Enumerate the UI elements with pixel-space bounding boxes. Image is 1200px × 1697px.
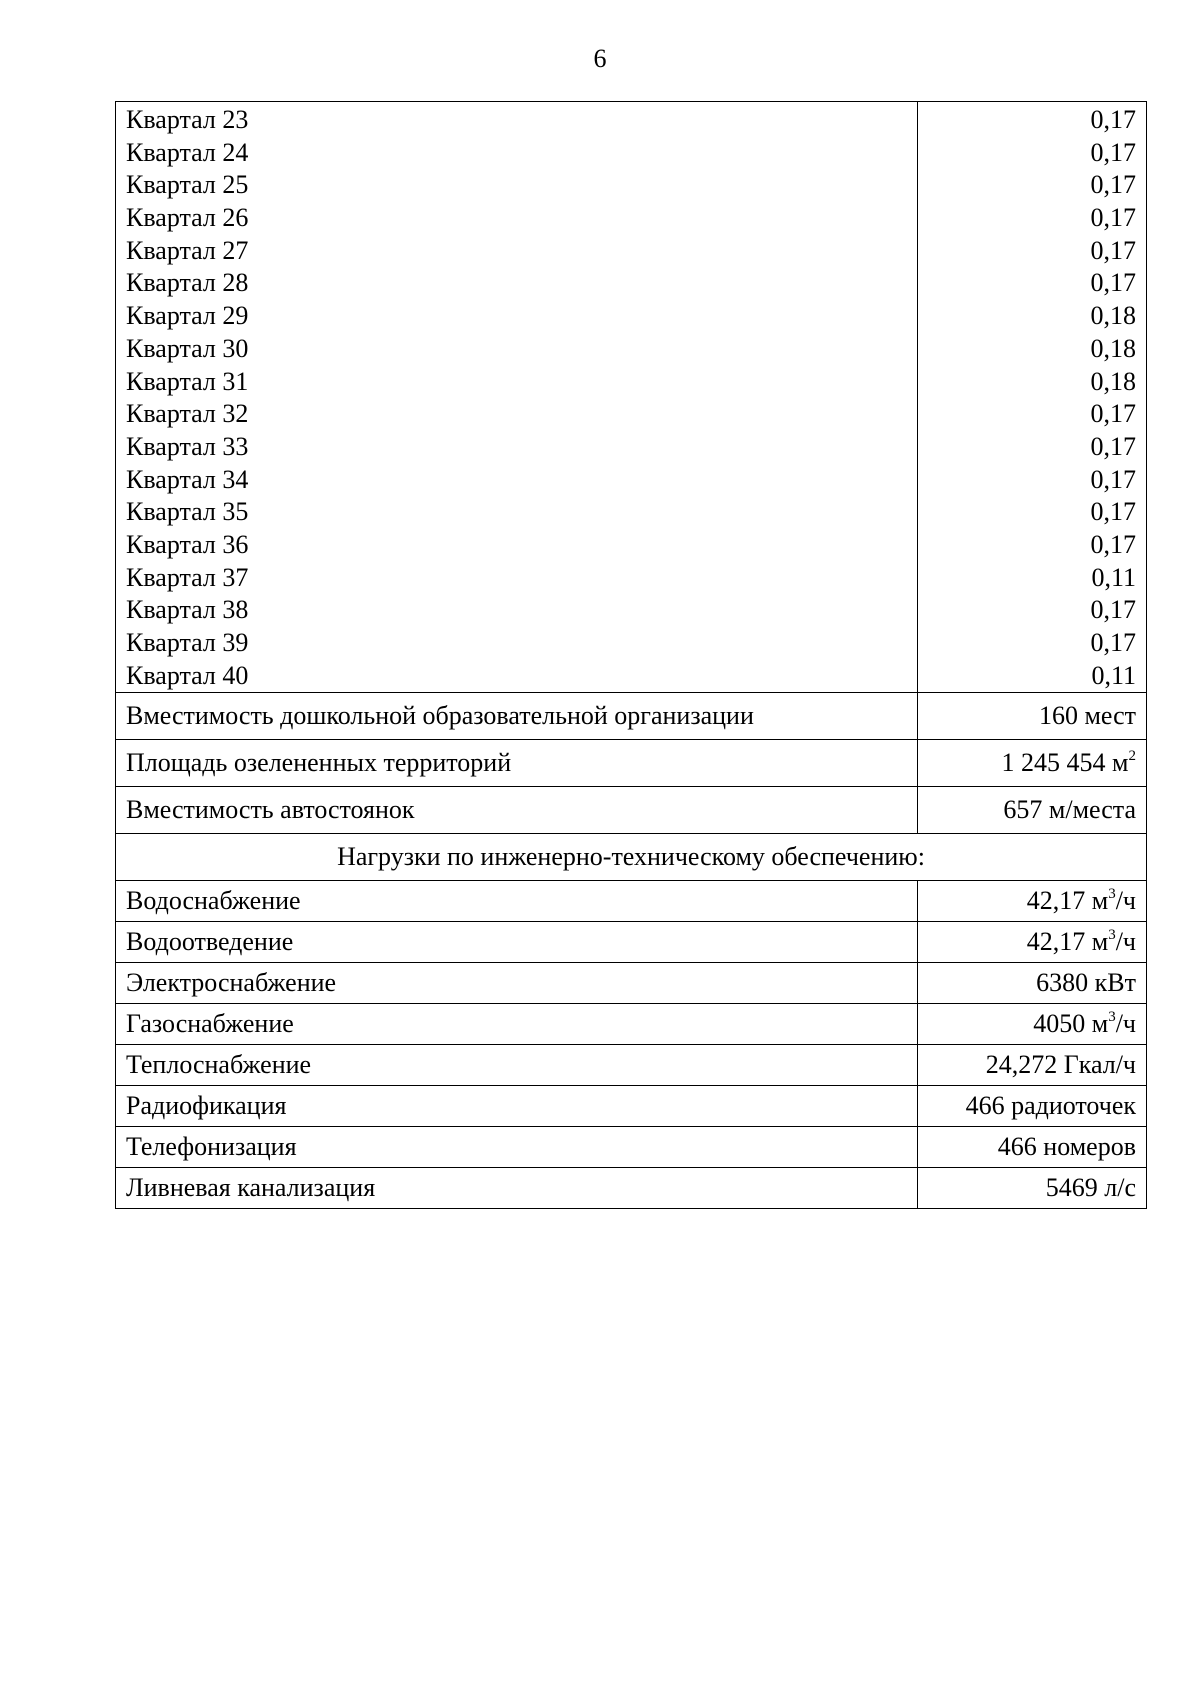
row-value — [918, 693, 1147, 740]
row-label: Теплоснабжение — [116, 1045, 918, 1086]
quarter-label: Квартал 34 — [126, 464, 249, 494]
quarter-labels-cell — [116, 102, 918, 693]
value-text: 42,17 м — [1026, 927, 1109, 957]
load-row — [116, 1004, 1147, 1045]
row-label: Газоснабжение — [116, 1004, 918, 1045]
value-text: 24,272 Гкал/ч — [985, 1050, 1136, 1080]
quarter-label: Квартал 25 — [126, 170, 249, 200]
page-number: 6 — [593, 44, 607, 73]
value-text: 466 радиоточек — [965, 1091, 1136, 1121]
quarter-label: Квартал 33 — [126, 431, 249, 461]
row-value — [918, 1168, 1147, 1209]
unit-exponent: 3 — [1108, 926, 1116, 943]
row-label: Телефонизация — [116, 1127, 918, 1168]
quarter-value: 0,17 — [1090, 105, 1136, 134]
row-value — [918, 1045, 1147, 1086]
quarter-label: Квартал 35 — [126, 497, 249, 527]
quarter-label: Квартал 30 — [126, 333, 249, 363]
section-header: Нагрузки по инженерно-техническому обеспечению: — [116, 834, 1147, 881]
value-text: 6380 кВт — [1036, 968, 1136, 998]
row-label: Водоотведение — [116, 922, 918, 963]
load-row — [116, 881, 1147, 922]
quarter-value: 0,17 — [1090, 529, 1136, 559]
row-label: Ливневая канализация — [116, 1168, 918, 1209]
quarter-value: 0,18 — [1090, 366, 1136, 396]
quarter-value: 0,17 — [1090, 464, 1136, 494]
quarter-label: Квартал 39 — [126, 628, 249, 657]
unit-tail: /ч — [1115, 886, 1136, 916]
load-row — [116, 1086, 1147, 1127]
value-text: 4050 м — [1033, 1009, 1109, 1039]
row-value — [918, 1086, 1147, 1127]
quarter-value: 0,17 — [1090, 595, 1136, 625]
quarter-value: 0,17 — [1090, 137, 1136, 167]
value-text: 1 245 454 м — [1001, 748, 1129, 778]
quarter-value: 0,17 — [1090, 628, 1136, 657]
quarter-label: Квартал 24 — [126, 137, 249, 167]
load-row — [116, 1045, 1147, 1086]
quarter-label: Квартал 28 — [126, 268, 249, 298]
quarter-label: Квартал 23 — [126, 105, 249, 134]
unit-exponent: 3 — [1108, 885, 1116, 902]
row-label: Вместимость автостоянок — [116, 787, 918, 834]
quarter-label: Квартал 40 — [126, 660, 249, 690]
quarter-value: 0,17 — [1090, 235, 1136, 265]
row-value — [918, 740, 1147, 787]
unit-tail: /ч — [1115, 927, 1136, 957]
unit-exponent: 2 — [1128, 747, 1136, 764]
summary-row — [116, 787, 1147, 834]
value-text: 657 м/места — [1003, 795, 1136, 825]
load-row — [116, 922, 1147, 963]
row-value — [918, 963, 1147, 1004]
summary-row — [116, 693, 1147, 740]
value-text: 42,17 м — [1026, 886, 1109, 916]
row-label: Площадь озелененных территорий — [116, 740, 918, 787]
row-value — [918, 881, 1147, 922]
row-label: Вместимость дошкольной образовательной организации — [116, 693, 918, 740]
quarters-block — [116, 102, 1147, 693]
quarter-label: Квартал 38 — [126, 595, 249, 625]
quarter-value: 0,18 — [1090, 301, 1136, 331]
quarter-label: Квартал 31 — [126, 366, 249, 396]
indicators-table — [115, 101, 1147, 1209]
quarter-value: 0,17 — [1090, 497, 1136, 527]
row-label: Электроснабжение — [116, 963, 918, 1004]
quarter-label: Квартал 37 — [126, 562, 249, 592]
row-label: Радиофикация — [116, 1086, 918, 1127]
quarter-label: Квартал 27 — [126, 235, 249, 265]
quarter-value: 0,17 — [1090, 268, 1136, 298]
row-value — [918, 787, 1147, 834]
load-row — [116, 1127, 1147, 1168]
quarter-label: Квартал 26 — [126, 203, 249, 233]
quarter-value: 0,11 — [1091, 660, 1136, 690]
unit-exponent: 3 — [1108, 1008, 1116, 1025]
load-row — [116, 963, 1147, 1004]
quarter-value: 0,17 — [1090, 170, 1136, 200]
unit-tail: /ч — [1115, 1009, 1136, 1039]
load-row — [116, 1168, 1147, 1209]
row-value — [918, 1127, 1147, 1168]
summary-row — [116, 740, 1147, 787]
quarter-value: 0,17 — [1090, 431, 1136, 461]
section-header-row — [116, 834, 1147, 881]
quarter-label: Квартал 36 — [126, 529, 249, 559]
quarter-value: 0,18 — [1090, 333, 1136, 363]
value-text: 5469 л/с — [1045, 1173, 1136, 1203]
quarter-value: 0,11 — [1091, 562, 1136, 592]
quarter-value: 0,17 — [1090, 399, 1136, 429]
quarter-label: Квартал 32 — [126, 399, 249, 429]
quarter-values-cell — [918, 102, 1147, 693]
row-label: Водоснабжение — [116, 881, 918, 922]
quarter-label: Квартал 29 — [126, 301, 249, 331]
value-text: 466 номеров — [997, 1132, 1136, 1162]
quarter-value: 0,17 — [1090, 203, 1136, 233]
row-value — [918, 922, 1147, 963]
row-value — [918, 1004, 1147, 1045]
value-text: 160 мест — [1038, 701, 1136, 731]
